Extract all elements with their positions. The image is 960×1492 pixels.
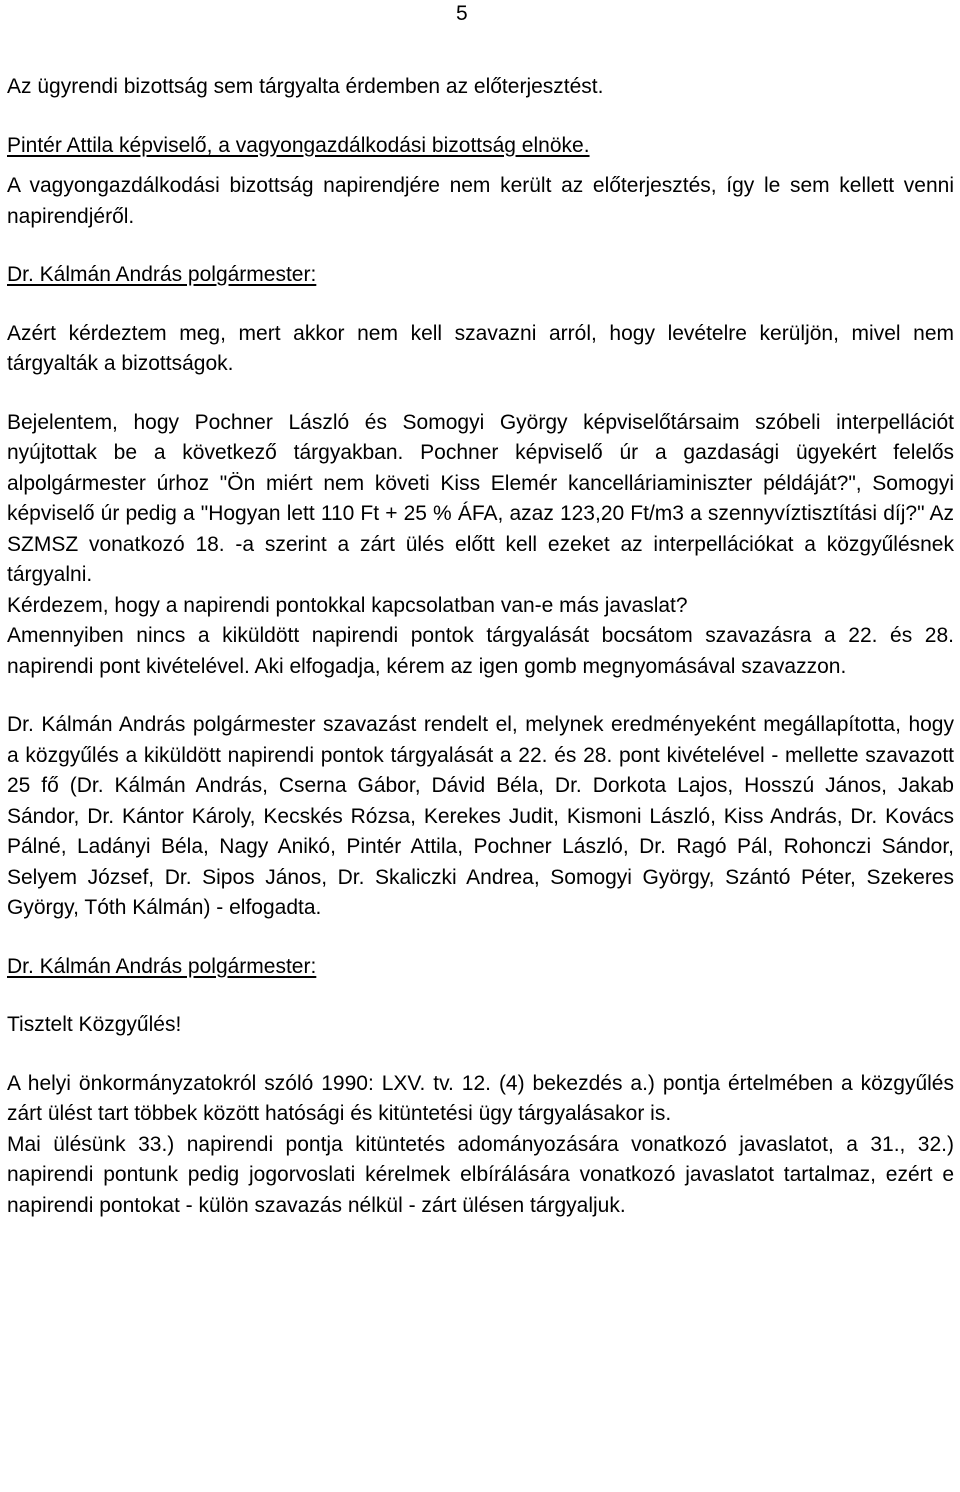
document-body bbox=[7, 72, 954, 1221]
speaker-heading-mayor-2: Dr. Kálmán András polgármester: bbox=[7, 954, 317, 978]
speaker-heading-mayor: Dr. Kálmán András polgármester: bbox=[7, 263, 317, 286]
paragraph-agenda-question: Kérdezem, hogy a napirendi pontokkal kapcsolatban van-e más javaslat? bbox=[7, 593, 688, 617]
paragraph-asset-committee: A vagyongazdálkodási bizottság napirendjére nem került az előterjesztés, így le sem kellett venni napirendjéről. bbox=[7, 174, 954, 228]
paragraph-vote-call: Amennyiben nincs a kiküldött napirendi pontok tárgyalását bocsátom szavazásra a 22. és 28. napirendi pont kivételével. Aki elfogadja, kérem az igen gomb megnyomásával szavazzon. bbox=[7, 624, 954, 678]
paragraph-law-reference: A helyi önkormányzatokról szóló 1990: LXV. tv. 12. (4) bekezdés a.) pontja értelmében a közgyűlés zárt ülést tart többek között hatósági és kitüntetési ügy tárgyalásakor is. bbox=[7, 1071, 954, 1125]
page-number: 5 bbox=[456, 2, 468, 25]
paragraph-closed-session: Mai ülésünk 33.) napirendi pontja kitüntetés adományozására vonatkozó javaslatot, a 31., 32.) napirendi pontunk pedig jogorvoslati kérelmek elbírálására vonatkozó javaslatot tartalmaz, ezért e napirendi pontokat - külön szavazás nélkül - zárt ülésen tárgyaljuk. bbox=[7, 1132, 954, 1217]
paragraph-mayor-question: Azért kérdeztem meg, mert akkor nem kell szavazni arról, hogy levételre kerüljön, mivel nem tárgyalták a bizottságok. bbox=[7, 321, 954, 375]
paragraph-salutation: Tisztelt Közgyűlés! bbox=[7, 1013, 182, 1036]
paragraph-committee-note: Az ügyrendi bizottság sem tárgyalta érdemben az előterjesztést. bbox=[7, 75, 604, 98]
paragraph-vote-result: Dr. Kálmán András polgármester szavazást rendelt el, melynek eredményeként megállapította, hogy a közgyűlés a kiküldött napirendi pontok tárgyalását a 22. és 28. pont kivételével - mellette szavazott 25 fő (Dr. Kálmán András, Cserna Gábor, Dávid Béla, Dr. Dorkota Lajos, Hosszú János, Jakab Sándor, Dr. Kántor Károly, Kecskés Rózsa, Kerekes Judit, Kismoni László, Kiss András, Dr. Kovács Pálné, Ladányi Béla, Nagy Anikó, Pintér Attila, Pochner László, Dr. Ragó Pál, Rohonczi Sándor, Selyem József, Dr. Sipos János, Dr. Skaliczki Andrea, Somogyi György, Szántó Péter, Szekeres György, Tóth Kálmán) - elfogadta. bbox=[7, 713, 954, 919]
speaker-heading-pinter: Pintér Attila képviselő, a vagyongazdálkodási bizottság elnöke. bbox=[7, 133, 590, 157]
paragraph-interpellation: Bejelentem, hogy Pochner László és Somogyi György képviselőtársaim szóbeli interpellációt nyújtottak be a következő tárgyakban. Pochner képviselő úr a gazdasági ügyekért felelős alpolgármester úrhoz "Ön miért nem követi Kiss Elemér kancelláriaminiszter példáját?", Somogyi képviselő úr pedig a "Hogyan lett 110 Ft + 25 % ÁFA, azaz 123,20 Ft/m3 a szennyvíztisztítási díj?" Az SZMSZ vonatkozó 18. -a szerint a zárt ülés előtt kell ezeket az interpellációkat a közgyűlésnek tárgyalni. bbox=[7, 410, 954, 586]
